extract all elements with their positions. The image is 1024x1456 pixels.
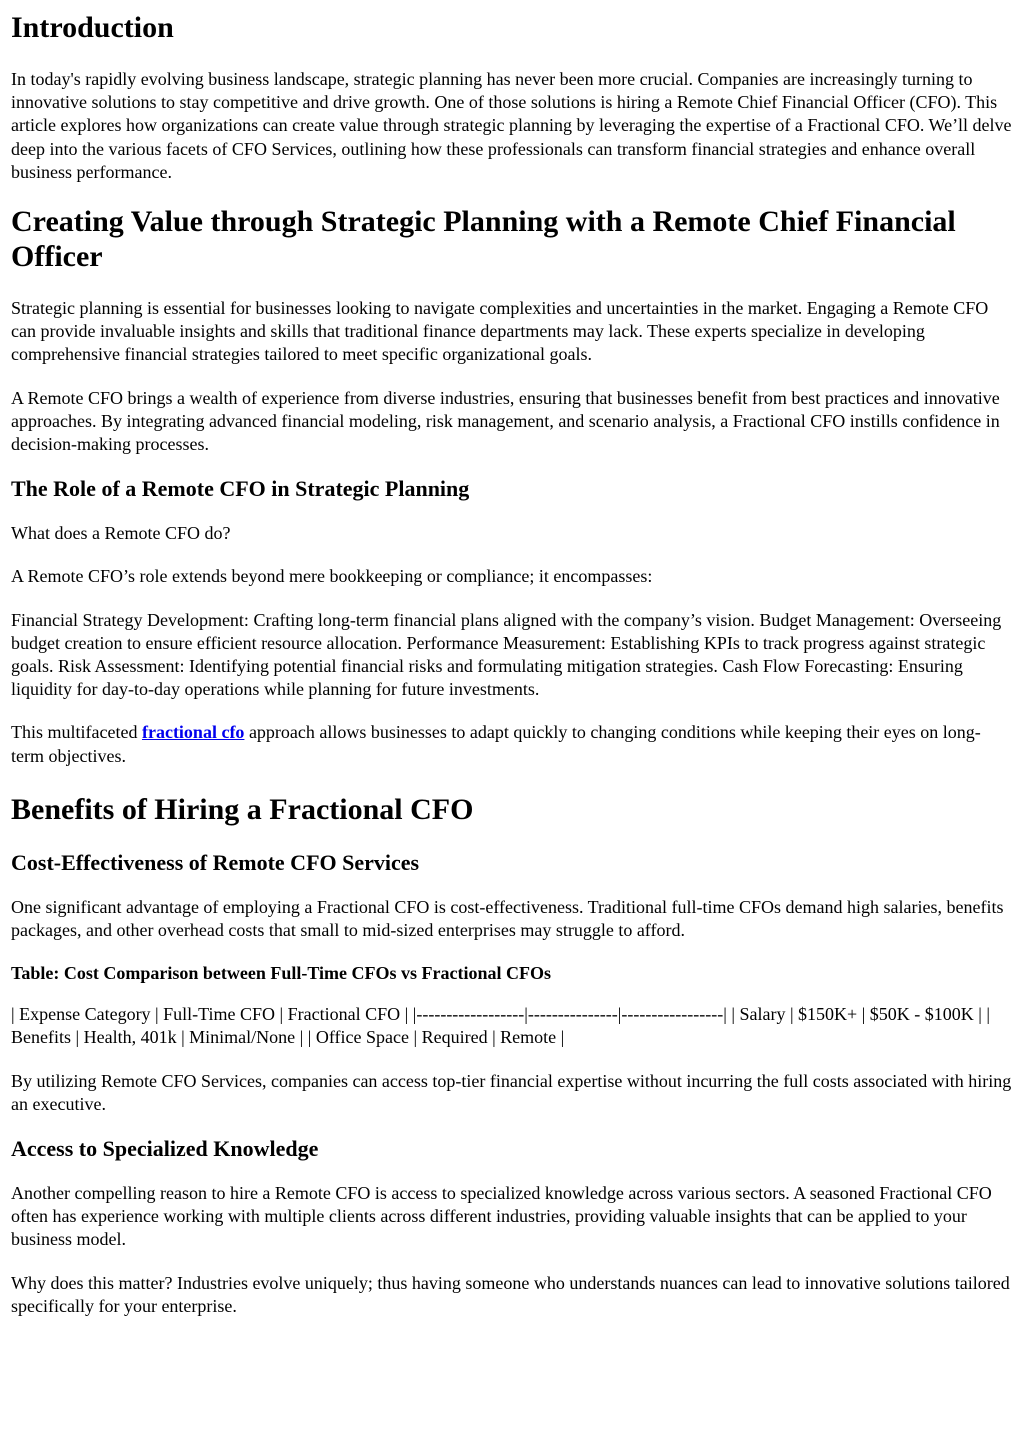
benefits-heading: Benefits of Hiring a Fractional CFO [11,792,474,826]
role-closing-before: This multifaceted [11,722,142,743]
utilizing-paragraph: By utilizing Remote CFO Services, companies can access top-tier financial expertise without incurring the full costs associated with hiring an executive. [11,1070,1012,1114]
creating-value-paragraph-2: A Remote CFO brings a wealth of experience from diverse industries, ensuring that businesses benefit from best practices and innovative approaches. By integrating advanced financial modeling, risk management, and scenario analysis, a Fractional CFO instills confidence in decision-making processes. [11,387,1000,455]
table-heading: Table: Cost Comparison between Full-Time CFOs vs Fractional CFOs [11,963,551,984]
role-heading: The Role of a Remote CFO in Strategic Planning [11,476,470,502]
table-raw-text: | Expense Category | Full-Time CFO | Fractional CFO | |------------------|---------------|-----------------| | Salary | $150K+ | $50K - $100K | | Benefits | Health, 401k | Minimal/None | | Office Space | Required | Remote | [11,1004,991,1048]
intro-paragraph: In today's rapidly evolving business landscape, strategic planning has never been more crucial. Companies are increasingly turning to innovative solutions to stay competitive and drive growth. One of those solutions is hiring a Remote Chief Financial Officer (CFO). This article explores how organizations can create value through strategic planning by leveraging the expertise of a Fractional CFO. We’ll delve deep into the various facets of CFO Services, outlining how these professionals can transform financial strategies and enhance overall business performance. [11,69,1012,182]
cost-effectiveness-paragraph: One significant advantage of employing a Fractional CFO is cost-effectiveness. Traditional full-time CFOs demand high salaries, benefits packages, and other overhead costs that small to mid-sized enterprises may struggle to afford. [11,896,1004,941]
creating-value-heading: Creating Value through Strategic Planning with a Remote Chief Financial Officer [11,205,956,274]
role-list-text: Financial Strategy Development: Crafting long-term financial plans aligned with the company’s vision. Budget Management: Overseeing budget creation to ensure efficient resource allocation. Performance Measurement: Establishing KPIs to track progress against strategic goals. Risk Assessment: Identifying potential financial risks and formulating mitigation strategies. Cash Flow Forecasting: Ensuring liquidity for day-to-day operations while planning for future investments. [11,609,1002,700]
role-question: What does a Remote CFO do? [11,523,231,544]
specialized-knowledge-heading: Access to Specialized Knowledge [11,1136,319,1162]
role-closing-paragraph [11,721,1012,767]
role-intro: A Remote CFO’s role extends beyond mere bookkeeping or compliance; it encompasses: [11,566,653,587]
article [0,10,1024,1318]
role-closing-after: approach allows businesses to adapt quickly to changing conditions while keeping their eyes on long-term objectives. [11,722,981,766]
fractional-cfo-link[interactable]: fractional cfo [141,722,245,743]
why-matters-paragraph: Why does this matter? Industries evolve uniquely; thus having someone who understands nuances can lead to innovative solutions tailored specifically for your enterprise. [11,1272,1010,1316]
creating-value-paragraph-1: Strategic planning is essential for businesses looking to navigate complexities and uncertainties in the market. Engaging a Remote CFO can provide invaluable insights and skills that traditional finance departments may lack. These experts specialize in developing comprehensive financial strategies tailored to meet specific organizational goals. [11,298,989,365]
cost-effectiveness-heading: Cost-Effectiveness of Remote CFO Services [11,849,420,875]
specialized-knowledge-paragraph: Another compelling reason to hire a Remote CFO is access to specialized knowledge across various sectors. A seasoned Fractional CFO often has experience working with multiple clients across different industries, providing valuable insights that can be applied to your business model. [11,1183,992,1250]
intro-heading: Introduction [11,11,174,44]
